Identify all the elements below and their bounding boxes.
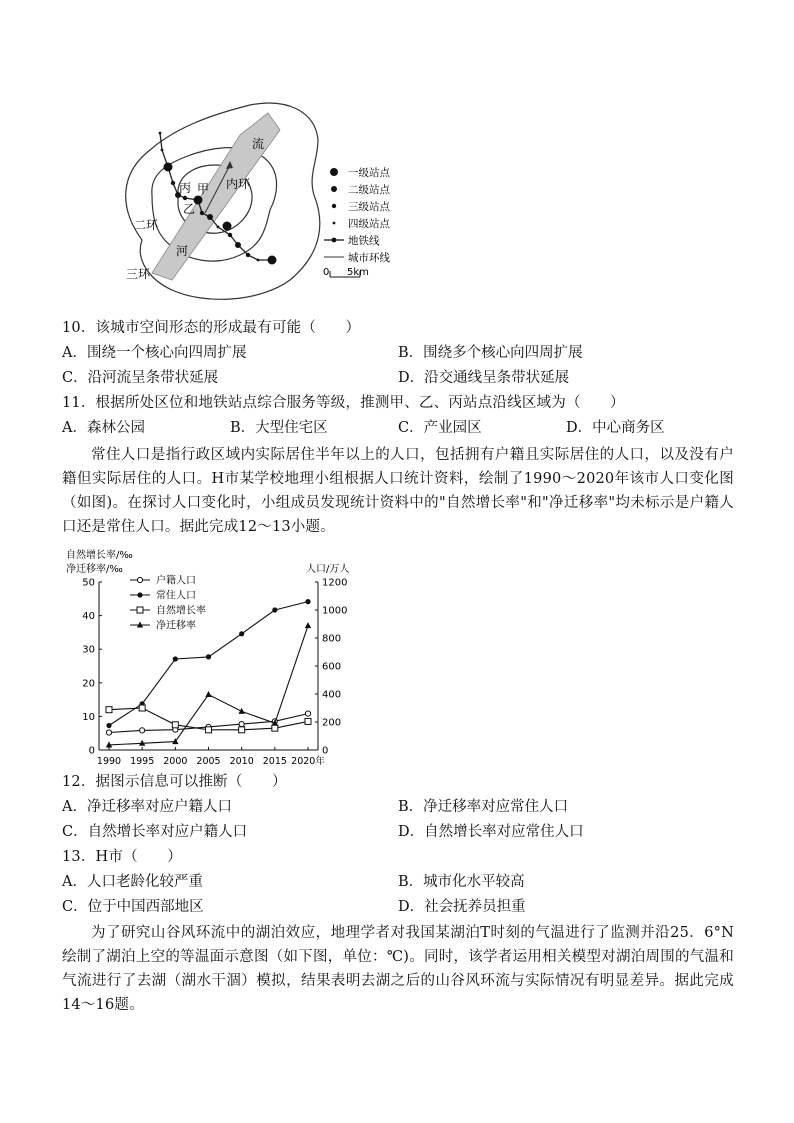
x-tick-label: 2015 xyxy=(262,756,287,767)
left-tick-label: 40 xyxy=(82,611,95,623)
q13-option-c[interactable]: C．位于中国西部地区 xyxy=(62,899,204,915)
q12-option-c[interactable]: C．自然增长率对应户籍人口 xyxy=(62,824,248,840)
q11-option-a[interactable]: A．森林公园 xyxy=(62,420,145,436)
q11-option-c[interactable]: C．产业园区 xyxy=(398,420,482,436)
data-point-2 xyxy=(172,722,178,728)
q11-option-d[interactable]: D．中心商务区 xyxy=(566,420,665,436)
legend-metro: 地铁线 xyxy=(348,235,380,247)
left-tick-label: 20 xyxy=(82,678,95,690)
second-ring-label: 二环 xyxy=(134,218,159,232)
level2-station xyxy=(207,214,213,220)
right-tick-label: 1200 xyxy=(322,577,348,589)
legend-level1: 一级站点 xyxy=(348,167,390,179)
q10-option-d[interactable]: D．沿交通线呈条带状延展 xyxy=(398,370,570,386)
left-axis-title-2: 净迁移率/‰ xyxy=(66,564,123,575)
chart-legend xyxy=(130,574,206,632)
q13-stem: 13．H市（ ） xyxy=(62,849,182,865)
q11-stem: 11．根据所处区位和地铁站点综合服务等级，推测甲、乙、丙站点沿线区域为（ ） xyxy=(62,395,625,411)
q13-option-d[interactable]: D．社会抚养员担重 xyxy=(398,899,526,915)
q12-option-b[interactable]: B．净迁移率对应常住人口 xyxy=(398,799,569,815)
q10-option-b[interactable]: B．围绕多个核心向四周扩展 xyxy=(398,345,583,361)
scale-km: 5km xyxy=(347,267,369,278)
legend-level2: 二级站点 xyxy=(348,184,390,196)
data-point-0 xyxy=(106,730,111,735)
level3-station xyxy=(183,196,187,200)
level2-station xyxy=(235,242,241,248)
data-point-2 xyxy=(272,725,278,731)
level3-station xyxy=(228,233,232,237)
left-tick-label: 0 xyxy=(88,745,95,757)
passage-population: 常住人口是指行政区域内实际居住半年以上的人口，包括拥有户籍且实际居住的人口，以及没有户籍但实际居住的人口。H市某学校地理小组根据人口统计资料，绘制了1990～2020年该市人口变化图（如图)。在探讨人口变化时，小组成员发现统计资料中的"自然增长率"和"净迁移率"均未标示是户籍人口还是常住人口。据此完成12～13小题。 xyxy=(62,447,734,535)
river-label-bottom: 河 xyxy=(176,244,189,258)
level3-station xyxy=(246,253,250,257)
right-tick-label: 0 xyxy=(322,745,329,757)
legend-marker-2 xyxy=(137,607,143,613)
data-point-2 xyxy=(139,705,145,711)
data-point-1 xyxy=(239,631,244,636)
legend-label-1: 常住人口 xyxy=(156,590,196,602)
data-point-0 xyxy=(239,722,244,727)
q12-option-a[interactable]: A．净迁移率对应户籍人口 xyxy=(62,799,232,815)
right-axis-title: 人口/万人 xyxy=(306,564,350,575)
data-point-0 xyxy=(140,728,145,733)
right-tick-label: 1000 xyxy=(322,605,348,617)
data-point-2 xyxy=(106,707,112,713)
third-ring-label: 三环 xyxy=(126,267,151,281)
level3-station xyxy=(200,211,204,215)
data-point-2 xyxy=(239,727,245,733)
left-tick-label: 30 xyxy=(82,644,95,656)
q13-option-a[interactable]: A．人口老龄化较严重 xyxy=(62,874,203,890)
scale-zero: 0 xyxy=(323,267,330,278)
q10-option-c[interactable]: C．沿河流呈条带状延展 xyxy=(62,370,219,386)
x-tick-label: 1995 xyxy=(130,756,155,767)
data-point-3 xyxy=(238,708,244,714)
map-legend xyxy=(323,166,390,278)
data-point-2 xyxy=(206,727,212,733)
data-point-2 xyxy=(305,718,311,724)
city-map-figure xyxy=(90,95,410,310)
left-tick-label: 50 xyxy=(82,577,95,589)
level4-station xyxy=(159,132,162,135)
left-tick-label: 10 xyxy=(82,711,95,723)
station-bing-label: 丙 xyxy=(179,181,192,195)
inner-ring-label: 内环 xyxy=(226,177,251,191)
station-yi-label: 乙 xyxy=(183,202,196,216)
q10-stem: 10．该城市空间形态的形成最有可能（ ） xyxy=(62,320,361,336)
x-tick-label: 2020年 xyxy=(291,756,325,767)
q12-stem: 12．据图示信息可以推断（ ） xyxy=(62,774,287,790)
q12-option-d[interactable]: D．自然增长率对应常住人口 xyxy=(398,824,584,840)
x-tick-label: 2005 xyxy=(196,756,221,767)
level4-station xyxy=(217,226,220,229)
level3-station xyxy=(171,181,175,185)
legend-level4: 四级站点 xyxy=(348,218,390,230)
data-point-1 xyxy=(106,723,111,728)
legend-ring: 城市环线 xyxy=(348,252,390,264)
data-point-1 xyxy=(305,599,310,604)
data-point-3 xyxy=(205,691,211,697)
right-tick-label: 600 xyxy=(322,661,342,673)
legend-marker-0 xyxy=(137,577,142,582)
legend-level3: 三级站点 xyxy=(348,201,390,213)
data-point-1 xyxy=(173,656,178,661)
data-point-1 xyxy=(272,607,277,612)
level4-station xyxy=(161,149,164,152)
level4-station xyxy=(257,259,260,262)
left-axis-title-1: 自然增长率/‰ xyxy=(66,550,133,561)
legend-marker-1 xyxy=(137,592,142,597)
data-point-1 xyxy=(206,654,211,659)
level1-station xyxy=(164,163,173,172)
q10-option-a[interactable]: A．围绕一个核心向四周扩展 xyxy=(62,345,247,361)
right-tick-label: 200 xyxy=(322,717,342,729)
right-tick-label: 400 xyxy=(322,689,342,701)
x-tick-label: 1990 xyxy=(96,756,122,767)
legend-label-0: 户籍人口 xyxy=(156,575,196,587)
level1-station xyxy=(268,256,277,265)
passage-lake-effect: 为了研究山谷风环流中的湖泊效应，地理学者对我国某湖泊T时刻的气温进行了监测并沿25．6°N绘制了湖泊上空的等温面示意图（如下图，单位：℃)。同时，该学者运用相关模型对湖泊周围的气温和气流进行了去湖（湖水干涸）模拟，结果表明去湖之后的山谷风环流与实际情况有明显差异。据此完成14～16题。 xyxy=(62,925,734,1013)
legend-label-2: 自然增长率 xyxy=(156,605,206,617)
q13-option-b[interactable]: B．城市化水平较高 xyxy=(398,874,525,890)
data-point-0 xyxy=(305,711,310,716)
river-label-top: 流 xyxy=(252,137,265,151)
q11-option-b[interactable]: B．大型住宅区 xyxy=(230,420,328,436)
legend-label-3: 净迁移率 xyxy=(156,620,196,632)
right-tick-label: 800 xyxy=(322,633,342,645)
x-tick-label: 2010 xyxy=(229,756,254,767)
level1-station xyxy=(223,222,232,231)
data-point-3 xyxy=(305,622,311,628)
x-tick-label: 2000 xyxy=(163,756,188,767)
station-jia-label: 甲 xyxy=(197,182,210,196)
population-chart xyxy=(62,545,362,770)
